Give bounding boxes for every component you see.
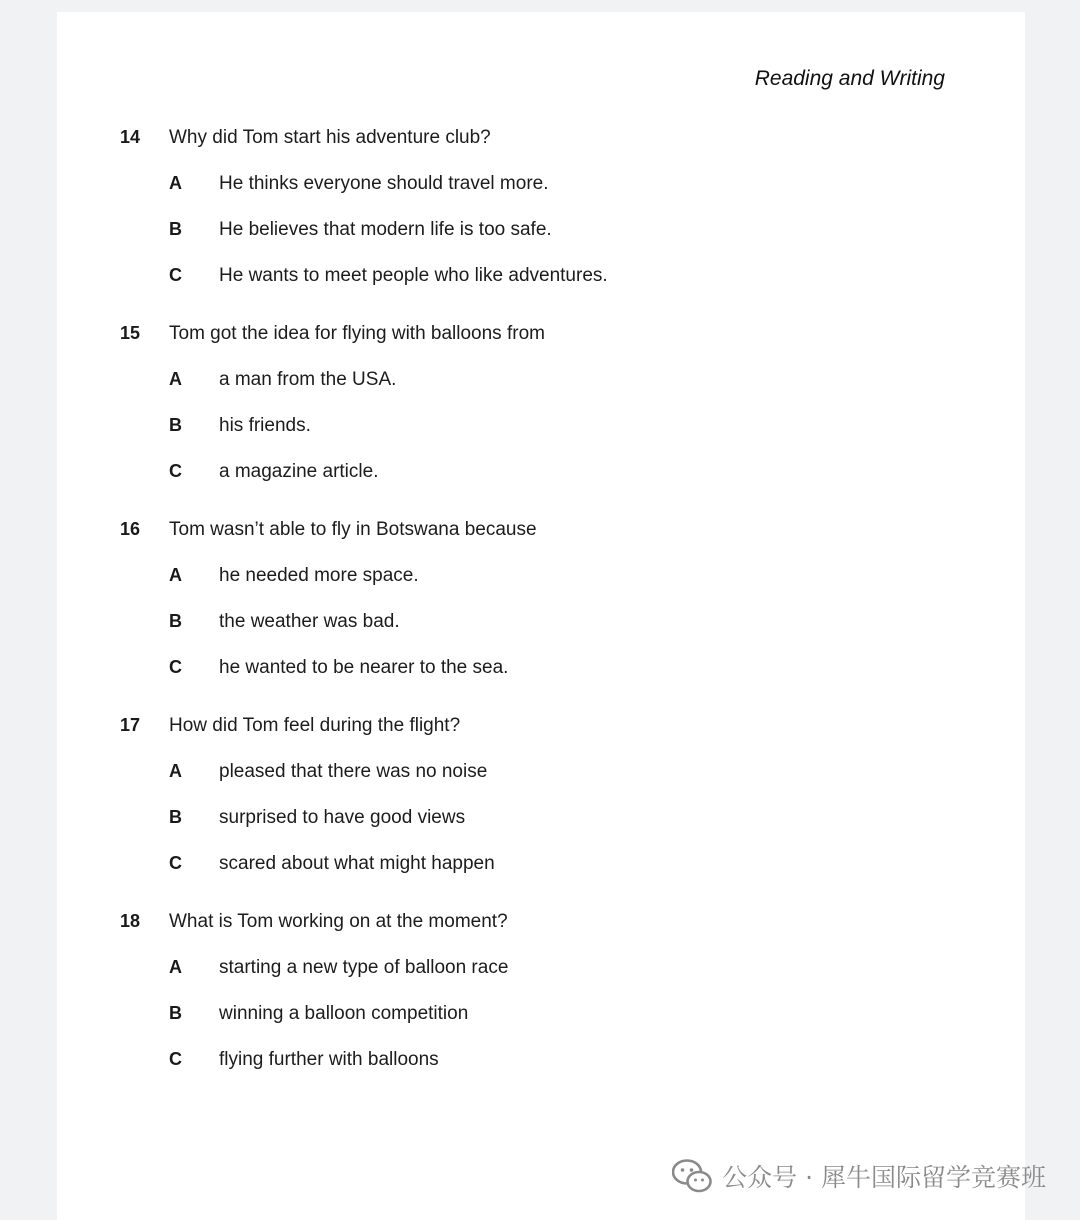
question-number: 14 [120, 127, 141, 147]
option-letter: C [169, 657, 182, 677]
option-letter: A [169, 565, 182, 585]
question-number: 18 [120, 911, 141, 931]
option-letter: B [169, 807, 182, 827]
option-letter: A [169, 369, 182, 389]
option-text: surprised to have good views [219, 807, 466, 828]
option-list [169, 955, 920, 1071]
option-a [169, 955, 920, 979]
option-text: starting a new type of balloon race [219, 957, 509, 978]
question-number: 15 [120, 323, 141, 343]
option-text: a magazine article. [219, 461, 379, 482]
option-a [169, 759, 920, 783]
option-list [169, 367, 920, 483]
option-b [169, 805, 920, 829]
question-number: 17 [120, 715, 141, 735]
option-letter: A [169, 957, 182, 977]
option-letter: C [169, 1049, 182, 1069]
option-a [169, 171, 920, 195]
option-c [169, 1047, 920, 1071]
option-text: he wanted to be nearer to the sea. [219, 657, 509, 678]
question-16 [120, 517, 920, 679]
option-c [169, 263, 920, 287]
option-letter: B [169, 611, 182, 631]
question-text: Tom wasn’t able to fly in Botswana because [169, 519, 537, 540]
question-15 [120, 321, 920, 483]
option-letter: C [169, 461, 182, 481]
option-c [169, 851, 920, 875]
option-b [169, 1001, 920, 1025]
option-a [169, 563, 920, 587]
option-list [169, 171, 920, 287]
option-c [169, 655, 920, 679]
question-text: Why did Tom start his adventure club? [169, 127, 491, 148]
option-text: scared about what might happen [219, 853, 495, 874]
watermark-text: 公众号 · 犀牛国际留学竞赛班 [722, 1163, 1046, 1192]
option-letter: A [169, 761, 182, 781]
option-b [169, 217, 920, 241]
option-a [169, 367, 920, 391]
option-b [169, 413, 920, 437]
option-letter: B [169, 415, 182, 435]
question-list [120, 125, 920, 1105]
wechat-icon [672, 1159, 712, 1193]
question-text: Tom got the idea for flying with balloons from [169, 323, 545, 344]
option-text: his friends. [219, 415, 311, 436]
option-text: pleased that there was no noise [219, 761, 488, 782]
option-text: a man from the USA. [219, 369, 397, 390]
question-17 [120, 713, 920, 875]
option-text: he needed more space. [219, 565, 419, 586]
option-letter: C [169, 265, 182, 285]
question-number: 16 [120, 519, 141, 539]
option-b [169, 609, 920, 633]
option-c [169, 459, 920, 483]
option-text: winning a balloon competition [219, 1003, 469, 1024]
question-text: How did Tom feel during the flight? [169, 715, 461, 736]
option-text: He believes that modern life is too safe. [219, 219, 552, 240]
option-letter: B [169, 1003, 182, 1023]
option-letter: B [169, 219, 182, 239]
document-page [57, 12, 1025, 1220]
question-text: What is Tom working on at the moment? [169, 911, 508, 932]
option-text: He thinks everyone should travel more. [219, 173, 549, 194]
option-text: He wants to meet people who like adventures. [219, 265, 608, 286]
option-text: flying further with balloons [219, 1049, 439, 1070]
option-list [169, 563, 920, 679]
question-14 [120, 125, 920, 287]
option-letter: A [169, 173, 182, 193]
watermark [672, 1158, 1046, 1194]
option-letter: C [169, 853, 182, 873]
option-list [169, 759, 920, 875]
option-text: the weather was bad. [219, 611, 400, 632]
page-header: Reading and Writing [754, 67, 945, 90]
question-18 [120, 909, 920, 1071]
